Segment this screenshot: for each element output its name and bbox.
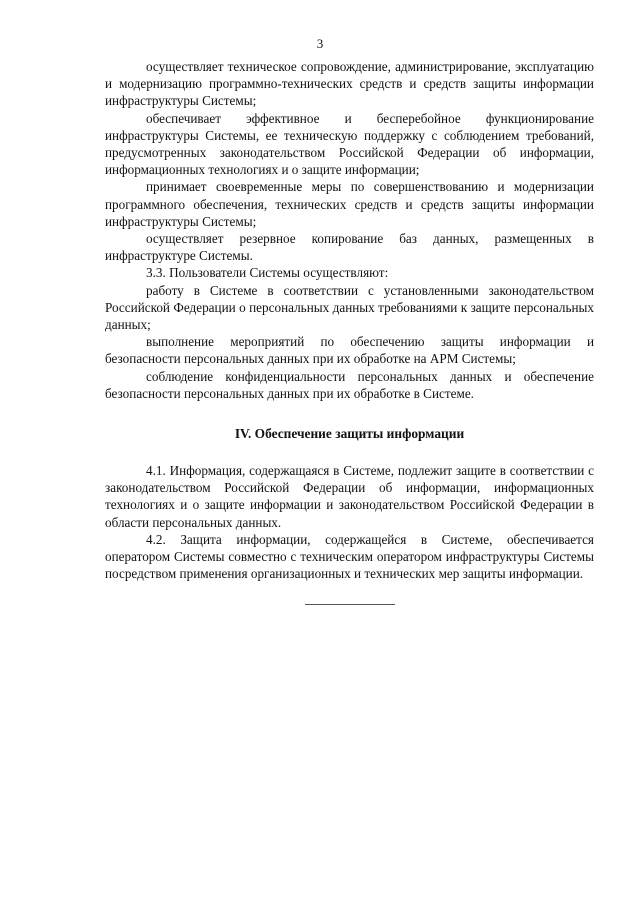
clause-4-2: 4.2. Защита информации, содержащейся в Системе, обеспечивается оператором Системы совместно с техническим оператором инфраструктуры Системы посредством применения организационных и технических мер защиты информации.: [105, 531, 594, 582]
paragraph-duty-backup: осуществляет резервное копирование баз данных, размещенных в инфраструктуре Системы.: [105, 231, 594, 264]
paragraph-duty-modernization: принимает своевременные меры по совершенствованию и модернизации программного обеспечения, технических средств и средств защиты информации инфраструктуры Системы;: [105, 179, 594, 229]
paragraph-duty-operation: обеспечивает эффективное и бесперебойное функционирование инфраструктуры Системы, ее техническую поддержку с соблюдением требований, предусмотренных законодательством Российской Федерации об информации, информационных технологиях и о защите информации;: [105, 110, 594, 178]
paragraph-duty-maintenance: осуществляет техническое сопровождение, администрирование, эксплуатацию и модернизацию программно-технических средств и средств защиты информации инфраструктуры Системы;: [105, 59, 594, 109]
clause-3-3: 3.3. Пользователи Системы осуществляют:: [146, 265, 389, 281]
section-heading: IV. Обеспечение защиты информации: [234, 426, 465, 442]
end-divider: [305, 604, 395, 605]
page-number: 3: [316, 36, 324, 51]
paragraph-user-work: работу в Системе в соответствии с установленными законодательством Российской Федерации о персональных данных требованиями к защите персональных данных;: [105, 282, 594, 333]
paragraph-user-measures: выполнение мероприятий по обеспечению защиты информации и безопасности персональных данных при их обработке на АРМ Системы;: [105, 334, 594, 367]
clause-4-1: 4.1. Информация, содержащаяся в Системе, подлежит защите в соответствии с законодательством Российской Федерации об информации, информационных технологиях и о защите информации и законодательством Российской Федерации в области персональных данных.: [105, 463, 594, 530]
paragraph-user-confidentiality: соблюдение конфиденциальности персональных данных и обеспечение безопасности персональных данных при их обработке в Системе.: [105, 368, 594, 401]
document-body: [105, 58, 594, 582]
